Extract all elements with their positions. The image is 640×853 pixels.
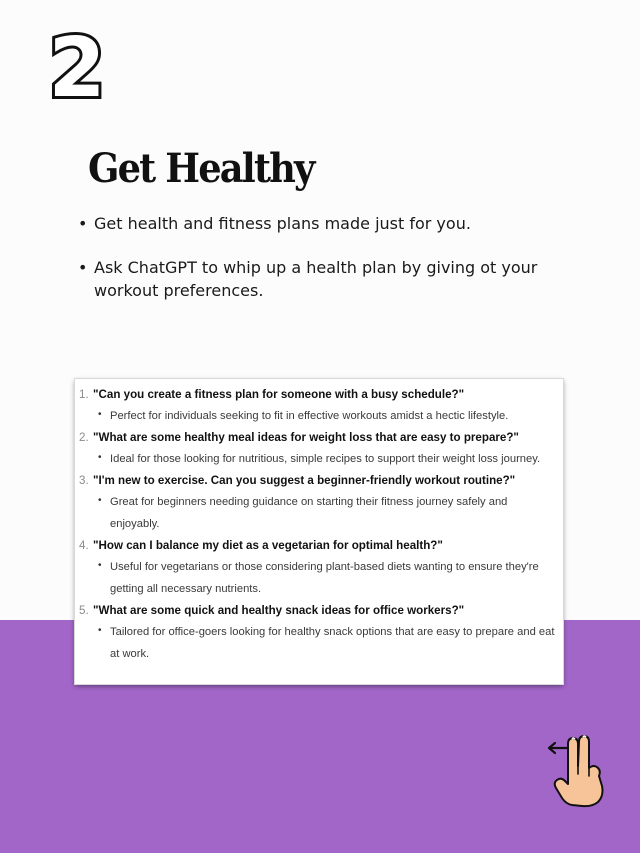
prompt-list-screenshot (75, 379, 563, 684)
prompt-description: • Perfect for individuals seeking to fit in effective workouts amidst a hectic lifestyle. (110, 405, 563, 427)
prompt-item (79, 535, 563, 600)
prompt-item (79, 427, 563, 470)
bullet-list (78, 212, 538, 323)
bullet-item: • Ask ChatGPT to whip up a health plan by giving ot your workout preferences. (78, 256, 538, 302)
prompt-item (79, 384, 563, 427)
prompt-description: • Ideal for those looking for nutritious, simple recipes to support their weight loss journey. (110, 448, 563, 470)
prompt-number: 3. (79, 474, 89, 487)
bullet-item: • Get health and fitness plans made just for you. (78, 212, 538, 235)
prompt-item (79, 470, 563, 535)
svg-text:2: 2 (48, 22, 106, 112)
prompt-question: "What are some healthy meal ideas for weight loss that are easy to prepare?" (93, 431, 519, 444)
prompt-description: • Useful for vegetarians or those considering plant-based diets wanting to ensure they're getting all necessary nutrients. (110, 556, 563, 600)
prompt-number: 1. (79, 388, 89, 401)
prompt-number: 2. (79, 431, 89, 444)
prompt-question: "I'm new to exercise. Can you suggest a beginner-friendly workout routine?" (93, 474, 516, 487)
page-title: Get Healthy (88, 145, 314, 192)
prompt-number: 4. (79, 539, 89, 552)
swipe-left-hand-icon (546, 734, 608, 808)
prompt-question: "Can you create a fitness plan for someone with a busy schedule?" (93, 388, 465, 401)
step-number (44, 22, 110, 112)
prompt-question: "What are some quick and healthy snack ideas for office workers?" (93, 604, 465, 617)
prompt-item (79, 600, 563, 665)
prompt-number: 5. (79, 604, 89, 617)
prompt-question: "How can I balance my diet as a vegetarian for optimal health?" (93, 539, 443, 552)
prompt-description: • Tailored for office-goers looking for healthy snack options that are easy to prepare and eat at work. (110, 621, 563, 665)
prompt-description: • Great for beginners needing guidance on starting their fitness journey safely and enjoyably. (110, 491, 563, 535)
